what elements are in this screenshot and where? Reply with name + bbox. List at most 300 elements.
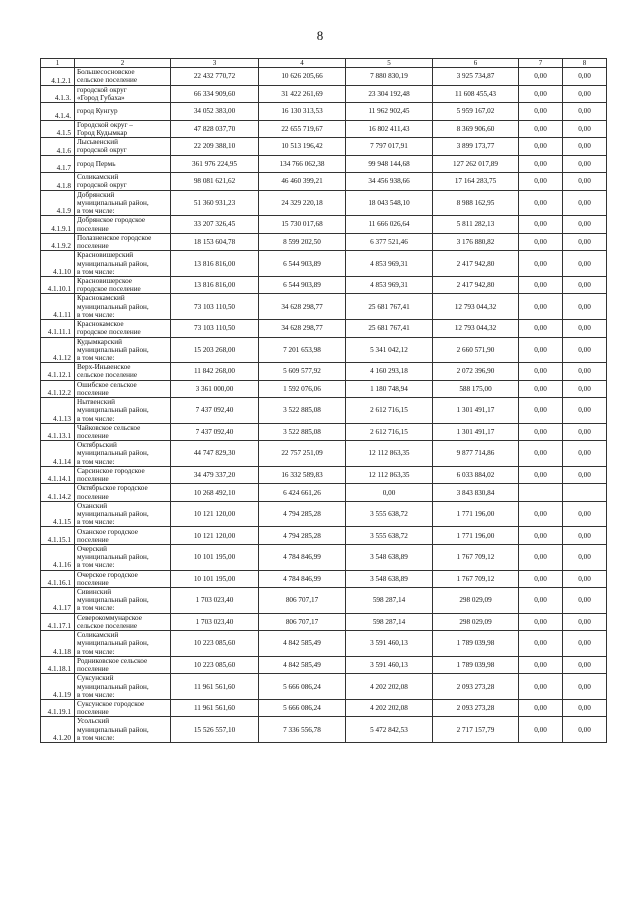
value-cell: 47 828 037,70 [171, 120, 259, 138]
value-cell: 0,00 [519, 363, 563, 381]
value-cell: 3 591 460,13 [346, 656, 433, 674]
value-cell: 5 959 167,02 [433, 103, 519, 121]
value-cell: 0,00 [519, 423, 563, 441]
value-cell: 15 203 268,00 [171, 337, 259, 363]
value-cell: 0,00 [563, 190, 607, 216]
value-cell [519, 484, 563, 502]
table-row [41, 173, 607, 191]
value-cell: 0,00 [519, 138, 563, 156]
value-cell: 0,00 [519, 527, 563, 545]
value-cell: 17 164 283,75 [433, 173, 519, 191]
value-cell: 1 771 196,00 [433, 501, 519, 527]
value-cell: 0,00 [563, 570, 607, 588]
value-cell: 0,00 [563, 380, 607, 398]
value-cell: 3 843 830,84 [433, 484, 519, 502]
row-name-cell: Городской округ – Город Кудымкар [75, 120, 171, 138]
value-cell: 51 360 931,23 [171, 190, 259, 216]
value-cell: 2 717 157,79 [433, 717, 519, 743]
value-cell: 1 703 023,40 [171, 588, 259, 614]
column-number-row [41, 59, 607, 68]
value-cell: 22 209 388,10 [171, 138, 259, 156]
row-code-cell: 4.1.10.1 [41, 276, 75, 294]
value-cell: 4 853 969,31 [346, 251, 433, 277]
row-name-cell: Нытвенский муниципальный район, в том числе: [75, 398, 171, 424]
column-header: 4 [259, 59, 346, 68]
value-cell: 0,00 [563, 120, 607, 138]
value-cell: 598 287,14 [346, 613, 433, 631]
value-cell: 0,00 [519, 466, 563, 484]
value-cell: 4 784 846,99 [259, 544, 346, 570]
row-name-cell: город Кунгур [75, 103, 171, 121]
value-cell: 13 816 816,00 [171, 276, 259, 294]
value-cell: 0,00 [519, 337, 563, 363]
row-code-cell: 4.1.18.1 [41, 656, 75, 674]
row-code-cell: 4.1.8 [41, 173, 75, 191]
table-row [41, 674, 607, 700]
value-cell: 0,00 [519, 441, 563, 467]
value-cell: 0,00 [563, 613, 607, 631]
table-row [41, 120, 607, 138]
table-row [41, 294, 607, 320]
table-row [41, 544, 607, 570]
budget-table [40, 58, 607, 743]
value-cell: 2 417 942,80 [433, 251, 519, 277]
table-row [41, 398, 607, 424]
row-name-cell: Полазненское городское поселение [75, 233, 171, 251]
value-cell: 1 789 039,98 [433, 656, 519, 674]
value-cell: 0,00 [519, 103, 563, 121]
value-cell: 11 961 561,60 [171, 674, 259, 700]
value-cell: 7 201 653,98 [259, 337, 346, 363]
value-cell: 22 655 719,67 [259, 120, 346, 138]
row-code-cell: 4.1.13.1 [41, 423, 75, 441]
value-cell: 0,00 [563, 466, 607, 484]
value-cell: 0,00 [519, 233, 563, 251]
table-row [41, 717, 607, 743]
value-cell: 588 175,00 [433, 380, 519, 398]
value-cell: 10 513 196,42 [259, 138, 346, 156]
value-cell: 10 626 205,66 [259, 68, 346, 86]
table-row [41, 423, 607, 441]
value-cell: 10 121 120,00 [171, 501, 259, 527]
value-cell: 2 660 571,90 [433, 337, 519, 363]
row-code-cell: 4.1.2.1 [41, 68, 75, 86]
value-cell: 6 033 884,02 [433, 466, 519, 484]
value-cell: 0,00 [563, 103, 607, 121]
table-row [41, 337, 607, 363]
value-cell: 3 899 173,77 [433, 138, 519, 156]
table-row [41, 233, 607, 251]
value-cell: 98 081 621,62 [171, 173, 259, 191]
value-cell: 44 747 829,30 [171, 441, 259, 467]
row-code-cell: 4.1.5 [41, 120, 75, 138]
table-row [41, 363, 607, 381]
value-cell: 2 072 396,90 [433, 363, 519, 381]
value-cell: 11 962 902,45 [346, 103, 433, 121]
value-cell: 2 612 716,15 [346, 398, 433, 424]
row-code-cell: 4.1.9 [41, 190, 75, 216]
value-cell: 0,00 [563, 155, 607, 173]
value-cell: 8 988 162,95 [433, 190, 519, 216]
row-name-cell: Чайковское сельское поселение [75, 423, 171, 441]
row-code-cell: 4.1.13 [41, 398, 75, 424]
value-cell: 3 361 000,00 [171, 380, 259, 398]
value-cell: 5 811 282,13 [433, 216, 519, 234]
column-header: 8 [563, 59, 607, 68]
value-cell: 298 029,09 [433, 588, 519, 614]
value-cell: 3 548 638,89 [346, 544, 433, 570]
table-row [41, 484, 607, 502]
value-cell: 598 287,14 [346, 588, 433, 614]
value-cell: 0,00 [346, 484, 433, 502]
value-cell: 10 223 085,60 [171, 631, 259, 657]
value-cell: 16 802 411,43 [346, 120, 433, 138]
row-code-cell: 4.1.7 [41, 155, 75, 173]
value-cell: 1 767 709,12 [433, 570, 519, 588]
row-code-cell: 4.1.14.2 [41, 484, 75, 502]
row-name-cell: Соликамский городской округ [75, 173, 171, 191]
value-cell: 4 794 285,28 [259, 527, 346, 545]
value-cell: 66 334 909,60 [171, 85, 259, 103]
value-cell: 0,00 [563, 501, 607, 527]
value-cell: 3 555 638,72 [346, 527, 433, 545]
value-cell: 7 880 830,19 [346, 68, 433, 86]
row-code-cell: 4.1.4. [41, 103, 75, 121]
value-cell: 0,00 [519, 398, 563, 424]
table-row [41, 276, 607, 294]
value-cell: 73 103 110,50 [171, 320, 259, 338]
value-cell: 2 093 273,28 [433, 699, 519, 717]
value-cell: 0,00 [563, 337, 607, 363]
value-cell: 0,00 [519, 699, 563, 717]
table-body [41, 59, 607, 743]
value-cell: 0,00 [563, 251, 607, 277]
value-cell: 10 268 492,10 [171, 484, 259, 502]
row-code-cell: 4.1.19 [41, 674, 75, 700]
row-name-cell: Октябрьский муниципальный район, в том числе: [75, 441, 171, 467]
value-cell: 46 460 399,21 [259, 173, 346, 191]
column-header: 3 [171, 59, 259, 68]
value-cell: 0,00 [563, 631, 607, 657]
value-cell: 1 180 748,94 [346, 380, 433, 398]
row-code-cell: 4.1.3. [41, 85, 75, 103]
table-row [41, 251, 607, 277]
value-cell: 11 608 455,43 [433, 85, 519, 103]
value-cell: 3 522 885,08 [259, 398, 346, 424]
value-cell: 0,00 [563, 699, 607, 717]
row-name-cell: Добрянский муниципальный район, в том числе: [75, 190, 171, 216]
table-row [41, 155, 607, 173]
value-cell: 2 612 716,15 [346, 423, 433, 441]
value-cell: 361 976 224,95 [171, 155, 259, 173]
value-cell: 1 301 491,17 [433, 398, 519, 424]
row-name-cell: городской округ «Город Губаха» [75, 85, 171, 103]
value-cell: 0,00 [563, 138, 607, 156]
value-cell: 11 842 268,00 [171, 363, 259, 381]
row-name-cell: Родниковское сельское поселение [75, 656, 171, 674]
column-header: 2 [75, 59, 171, 68]
row-name-cell: Сивинский муниципальный район, в том числе: [75, 588, 171, 614]
value-cell: 5 609 577,92 [259, 363, 346, 381]
value-cell: 2 417 942,80 [433, 276, 519, 294]
table-row [41, 588, 607, 614]
value-cell: 25 681 767,41 [346, 294, 433, 320]
row-code-cell: 4.1.12.1 [41, 363, 75, 381]
value-cell: 12 793 044,32 [433, 294, 519, 320]
row-name-cell: Октябрьское городское поселение [75, 484, 171, 502]
value-cell: 18 153 604,78 [171, 233, 259, 251]
value-cell: 0,00 [519, 68, 563, 86]
value-cell: 7 437 092,40 [171, 398, 259, 424]
value-cell: 3 176 880,82 [433, 233, 519, 251]
table-row [41, 501, 607, 527]
value-cell: 3 925 734,87 [433, 68, 519, 86]
value-cell: 9 877 714,86 [433, 441, 519, 467]
row-code-cell: 4.1.16.1 [41, 570, 75, 588]
column-header: 7 [519, 59, 563, 68]
value-cell [563, 484, 607, 502]
value-cell: 6 544 903,89 [259, 276, 346, 294]
value-cell: 0,00 [563, 363, 607, 381]
value-cell: 10 223 085,60 [171, 656, 259, 674]
row-name-cell: Краснокамское городское поселение [75, 320, 171, 338]
value-cell: 0,00 [563, 527, 607, 545]
value-cell: 16 332 589,83 [259, 466, 346, 484]
value-cell: 134 766 062,38 [259, 155, 346, 173]
value-cell: 1 703 023,40 [171, 613, 259, 631]
value-cell: 33 207 326,45 [171, 216, 259, 234]
table-row [41, 631, 607, 657]
value-cell: 15 526 557,10 [171, 717, 259, 743]
value-cell: 298 029,09 [433, 613, 519, 631]
value-cell: 0,00 [519, 544, 563, 570]
row-code-cell: 4.1.9.1 [41, 216, 75, 234]
row-name-cell: Суксунский муниципальный район, в том числе: [75, 674, 171, 700]
value-cell: 5 341 042,12 [346, 337, 433, 363]
row-name-cell: Краснокамский муниципальный район, в том числе: [75, 294, 171, 320]
value-cell: 31 422 261,69 [259, 85, 346, 103]
value-cell: 22 432 770,72 [171, 68, 259, 86]
value-cell: 0,00 [519, 276, 563, 294]
row-code-cell: 4.1.9.2 [41, 233, 75, 251]
value-cell: 0,00 [563, 294, 607, 320]
value-cell: 0,00 [519, 173, 563, 191]
value-cell: 0,00 [519, 570, 563, 588]
table-row [41, 613, 607, 631]
row-name-cell: Красновишерский муниципальный район, в том числе: [75, 251, 171, 277]
table-row [41, 699, 607, 717]
value-cell: 3 522 885,08 [259, 423, 346, 441]
value-cell: 0,00 [519, 656, 563, 674]
value-cell: 1 767 709,12 [433, 544, 519, 570]
row-name-cell: Верх-Иньвенское сельское поселение [75, 363, 171, 381]
value-cell: 0,00 [563, 276, 607, 294]
table-row [41, 656, 607, 674]
row-code-cell: 4.1.10 [41, 251, 75, 277]
row-name-cell: Северокоммунарское сельское поселение [75, 613, 171, 631]
value-cell: 25 681 767,41 [346, 320, 433, 338]
row-name-cell: Добрянское городское поселение [75, 216, 171, 234]
value-cell: 23 304 192,48 [346, 85, 433, 103]
value-cell: 8 369 906,60 [433, 120, 519, 138]
value-cell: 12 112 863,35 [346, 466, 433, 484]
value-cell: 24 329 220,18 [259, 190, 346, 216]
row-code-cell: 4.1.18 [41, 631, 75, 657]
row-name-cell: Оханское городское поселение [75, 527, 171, 545]
value-cell: 0,00 [519, 120, 563, 138]
page-number: 8 [316, 28, 324, 43]
table-row [41, 68, 607, 86]
value-cell: 4 794 285,28 [259, 501, 346, 527]
value-cell: 0,00 [519, 251, 563, 277]
row-name-cell: Оханский муниципальный район, в том числе: [75, 501, 171, 527]
row-code-cell: 4.1.12 [41, 337, 75, 363]
value-cell: 0,00 [519, 588, 563, 614]
value-cell: 4 853 969,31 [346, 276, 433, 294]
row-name-cell: Очерский муниципальный район, в том числе: [75, 544, 171, 570]
value-cell: 0,00 [519, 674, 563, 700]
value-cell: 0,00 [563, 674, 607, 700]
value-cell: 5 666 086,24 [259, 674, 346, 700]
value-cell: 12 793 044,32 [433, 320, 519, 338]
value-cell: 15 730 017,68 [259, 216, 346, 234]
value-cell: 73 103 110,50 [171, 294, 259, 320]
value-cell: 34 052 383,00 [171, 103, 259, 121]
value-cell: 0,00 [519, 501, 563, 527]
row-code-cell: 4.1.15.1 [41, 527, 75, 545]
row-code-cell: 4.1.15 [41, 501, 75, 527]
row-name-cell: Ошибское сельское поселение [75, 380, 171, 398]
row-name-cell: Лысьвенский городской округ [75, 138, 171, 156]
value-cell: 99 948 144,68 [346, 155, 433, 173]
value-cell: 0,00 [563, 173, 607, 191]
row-name-cell: Соликамский муниципальный район, в том числе: [75, 631, 171, 657]
row-code-cell: 4.1.14 [41, 441, 75, 467]
value-cell: 0,00 [563, 85, 607, 103]
value-cell: 18 043 548,10 [346, 190, 433, 216]
value-cell: 0,00 [563, 398, 607, 424]
value-cell: 7 797 017,91 [346, 138, 433, 156]
row-name-cell: Очерское городское поселение [75, 570, 171, 588]
value-cell: 8 599 202,50 [259, 233, 346, 251]
value-cell: 4 842 585,49 [259, 656, 346, 674]
value-cell: 11 666 026,64 [346, 216, 433, 234]
value-cell: 6 424 661,26 [259, 484, 346, 502]
table-row [41, 441, 607, 467]
value-cell: 0,00 [519, 85, 563, 103]
value-cell: 0,00 [519, 155, 563, 173]
value-cell: 34 628 298,77 [259, 294, 346, 320]
value-cell: 3 591 460,13 [346, 631, 433, 657]
value-cell: 10 101 195,00 [171, 570, 259, 588]
value-cell: 11 961 561,60 [171, 699, 259, 717]
value-cell: 0,00 [519, 216, 563, 234]
value-cell: 0,00 [519, 320, 563, 338]
row-name-cell: Красновишерское городское поселение [75, 276, 171, 294]
value-cell: 12 112 863,35 [346, 441, 433, 467]
value-cell: 6 544 903,89 [259, 251, 346, 277]
value-cell: 806 707,17 [259, 588, 346, 614]
table-row [41, 138, 607, 156]
value-cell: 34 456 938,66 [346, 173, 433, 191]
row-code-cell: 4.1.12.2 [41, 380, 75, 398]
value-cell: 0,00 [563, 588, 607, 614]
value-cell: 16 130 313,53 [259, 103, 346, 121]
value-cell: 0,00 [519, 613, 563, 631]
row-code-cell: 4.1.17.1 [41, 613, 75, 631]
row-name-cell: город Пермь [75, 155, 171, 173]
value-cell: 5 472 842,53 [346, 717, 433, 743]
value-cell: 34 479 337,20 [171, 466, 259, 484]
value-cell: 0,00 [563, 320, 607, 338]
value-cell: 0,00 [519, 190, 563, 216]
row-name-cell: Кудымкарский муниципальный район, в том числе: [75, 337, 171, 363]
value-cell: 0,00 [563, 656, 607, 674]
value-cell: 1 789 039,98 [433, 631, 519, 657]
column-header: 1 [41, 59, 75, 68]
value-cell: 2 093 273,28 [433, 674, 519, 700]
value-cell: 0,00 [519, 717, 563, 743]
row-code-cell: 4.1.16 [41, 544, 75, 570]
table-row [41, 466, 607, 484]
value-cell: 0,00 [563, 544, 607, 570]
value-cell: 0,00 [563, 68, 607, 86]
value-cell: 3 548 638,89 [346, 570, 433, 588]
row-code-cell: 4.1.6 [41, 138, 75, 156]
value-cell: 0,00 [563, 423, 607, 441]
table-row [41, 216, 607, 234]
value-cell: 22 757 251,09 [259, 441, 346, 467]
value-cell: 0,00 [519, 380, 563, 398]
row-code-cell: 4.1.11.1 [41, 320, 75, 338]
value-cell: 0,00 [563, 717, 607, 743]
value-cell: 127 262 017,89 [433, 155, 519, 173]
value-cell: 4 202 202,08 [346, 674, 433, 700]
table-row [41, 380, 607, 398]
row-code-cell: 4.1.20 [41, 717, 75, 743]
value-cell: 1 301 491,17 [433, 423, 519, 441]
table-row [41, 570, 607, 588]
value-cell: 1 771 196,00 [433, 527, 519, 545]
value-cell: 34 628 298,77 [259, 320, 346, 338]
value-cell: 0,00 [563, 233, 607, 251]
value-cell: 4 160 293,18 [346, 363, 433, 381]
table-row [41, 190, 607, 216]
row-name-cell: Суксунское городское поселение [75, 699, 171, 717]
table-row [41, 85, 607, 103]
column-header: 6 [433, 59, 519, 68]
value-cell: 7 437 092,40 [171, 423, 259, 441]
value-cell: 5 666 086,24 [259, 699, 346, 717]
value-cell: 10 101 195,00 [171, 544, 259, 570]
row-code-cell: 4.1.17 [41, 588, 75, 614]
value-cell: 3 555 638,72 [346, 501, 433, 527]
row-name-cell: Сарсинское городское поселение [75, 466, 171, 484]
value-cell: 4 202 202,08 [346, 699, 433, 717]
row-code-cell: 4.1.19.1 [41, 699, 75, 717]
row-name-cell: Большесосновское сельское поселение [75, 68, 171, 86]
value-cell: 806 707,17 [259, 613, 346, 631]
table-row [41, 527, 607, 545]
value-cell: 10 121 120,00 [171, 527, 259, 545]
value-cell: 0,00 [563, 216, 607, 234]
value-cell: 6 377 521,46 [346, 233, 433, 251]
table-row [41, 320, 607, 338]
value-cell: 0,00 [519, 294, 563, 320]
row-code-cell: 4.1.14.1 [41, 466, 75, 484]
row-name-cell: Усольский муниципальный район, в том числе: [75, 717, 171, 743]
value-cell: 4 784 846,99 [259, 570, 346, 588]
